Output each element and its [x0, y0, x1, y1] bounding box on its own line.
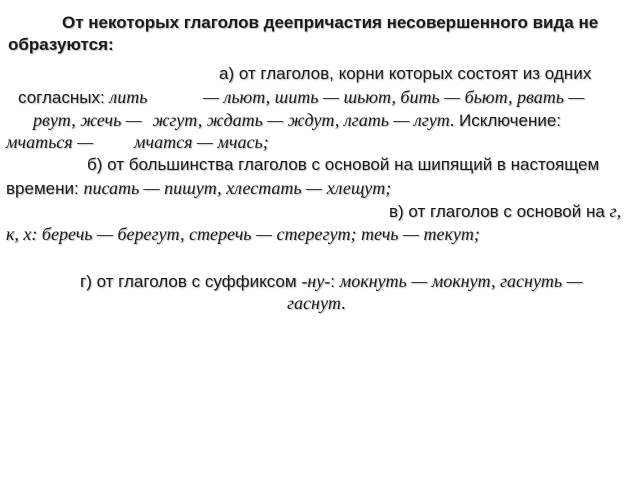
item-g-colon: :	[330, 272, 335, 291]
item-a-exception-label: Исключение:	[459, 111, 562, 130]
item-b-examples: писать — пишут, хлестать — хлещут;	[83, 178, 392, 198]
item-g-intro-text: г) от глаголов с суффиксом	[80, 272, 297, 291]
item-g-examples: мокнуть — мокнут, гаснуть —	[339, 271, 583, 291]
item-g-line-2	[287, 293, 345, 314]
item-g-example-end: гаснут	[287, 293, 341, 313]
item-b-intro: б) от большинства глаголов с основой на шипящий в настоящем	[87, 155, 600, 174]
item-g-intro	[80, 271, 583, 292]
item-a-example-2: рвут, жечь —	[33, 110, 142, 130]
item-a-line-3	[33, 110, 561, 131]
item-a-example-3: мчаться —	[6, 132, 94, 152]
item-a-line-2	[18, 87, 147, 108]
item-a-label: согласных:	[18, 88, 105, 107]
item-b-label: времени:	[6, 179, 79, 198]
item-a-example-1: лить	[109, 87, 148, 107]
item-a-examples-1b: — льют, шить — шьют, бить — бьют, рвать —	[203, 87, 585, 107]
item-g-suffix: -ну-	[301, 271, 331, 291]
item-a-period: .	[449, 110, 455, 130]
item-b-line-2	[6, 178, 391, 199]
heading-line-2: образуются:	[8, 35, 114, 54]
item-g-period: .	[340, 293, 346, 313]
item-v-line-2: к, х: беречь — берегут, стеречь — стерегут; течь — текут;	[6, 224, 480, 244]
item-v-intro-text: в) от глаголов с основой на	[389, 202, 605, 221]
item-v-intro-end: г,	[609, 201, 622, 221]
item-a-example-3b: мчатся — мчась;	[134, 132, 269, 152]
item-a-intro: а) от глаголов, корни которых состоят из одних	[219, 64, 592, 83]
item-a-example-2b: жгут, ждать — ждут, лгать — лгут	[152, 110, 450, 130]
heading-line-1: От некоторых глаголов деепричастия несовершенного вида не	[62, 13, 599, 32]
item-v-intro	[389, 201, 621, 222]
